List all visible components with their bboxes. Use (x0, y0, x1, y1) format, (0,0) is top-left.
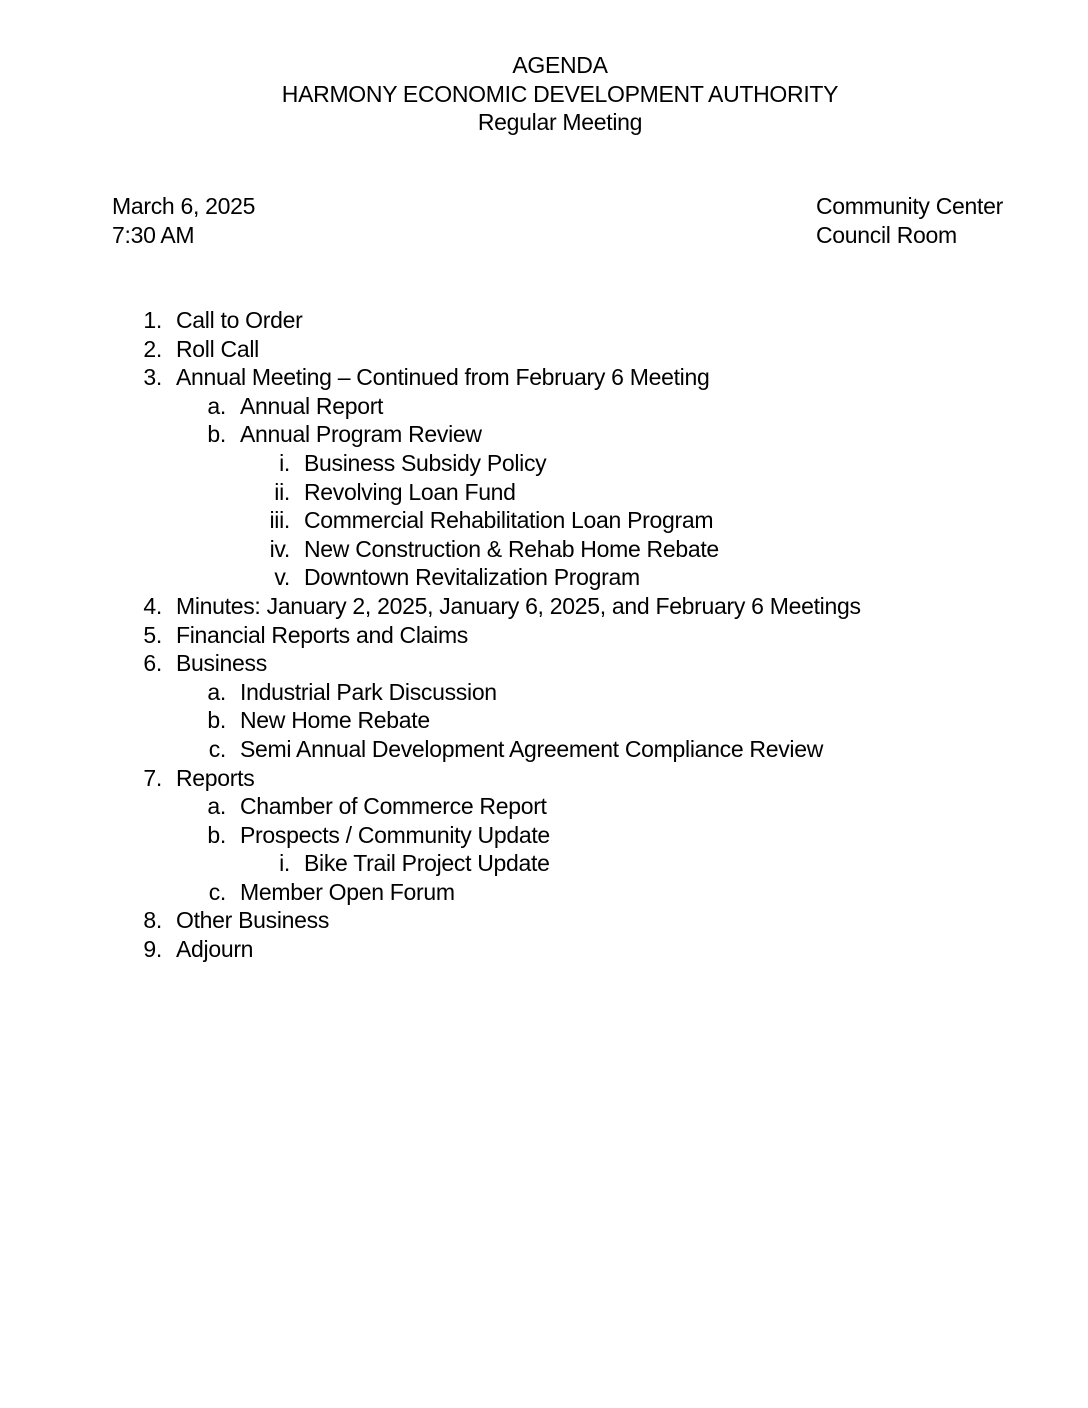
agenda-item (0, 706, 1088, 735)
meeting-type: Regular Meeting (477, 109, 643, 135)
meeting-time: 7:30 AM (112, 222, 195, 248)
agenda-item (0, 449, 1088, 478)
agenda-item (0, 821, 1088, 850)
agenda-item (0, 792, 1088, 821)
agenda-item-number: 4. (143, 592, 162, 619)
agenda-item-number: 6. (143, 650, 162, 677)
agenda-item-number: a. (207, 678, 226, 705)
agenda-item (0, 563, 1088, 592)
agenda-item (0, 621, 1088, 650)
agenda-item-number: i. (279, 850, 290, 877)
agenda-item-text: Industrial Park Discussion (240, 678, 497, 705)
agenda-item-number: a. (207, 793, 226, 820)
agenda-item-number: iv. (269, 535, 290, 562)
agenda-item (0, 735, 1088, 764)
agenda-item-text: New Home Rebate (240, 707, 430, 734)
agenda-item-text: Other Business (176, 907, 330, 934)
agenda-item-number: v. (274, 564, 290, 591)
document-title: AGENDA (512, 52, 608, 78)
agenda-item (0, 306, 1088, 335)
agenda-item-text: New Construction & Rehab Home Rebate (304, 535, 719, 562)
agenda-item-number: 7. (143, 764, 162, 791)
agenda-item (0, 535, 1088, 564)
meeting-room: Council Room (816, 222, 957, 248)
agenda-item-number: b. (207, 707, 226, 734)
agenda-item (0, 420, 1088, 449)
agenda-item-text: Commercial Rehabilitation Loan Program (304, 507, 714, 534)
agenda-item-text: Financial Reports and Claims (176, 621, 469, 648)
meeting-location: Community Center (816, 193, 1003, 219)
agenda-item-number: i. (279, 449, 290, 476)
agenda-item-text: Roll Call (176, 335, 259, 362)
agenda-item-number: 3. (143, 364, 162, 391)
agenda-item (0, 478, 1088, 507)
agenda-item (0, 335, 1088, 364)
agenda-item (0, 764, 1088, 793)
agenda-item (0, 678, 1088, 707)
agenda-item (0, 906, 1088, 935)
organization-name: HARMONY ECONOMIC DEVELOPMENT AUTHORITY (281, 80, 839, 107)
agenda-list (0, 306, 1088, 964)
agenda-item-number: a. (207, 392, 226, 419)
agenda-item-number: 5. (143, 621, 162, 648)
agenda-item-number: ii. (274, 478, 290, 505)
agenda-item-number: 1. (143, 307, 162, 333)
agenda-item-text: Annual Program Review (240, 421, 482, 448)
agenda-item-text: Call to Order (176, 307, 303, 333)
meeting-date: March 6, 2025 (112, 193, 256, 219)
agenda-item-number: b. (207, 821, 226, 848)
agenda-item-text: Bike Trail Project Update (304, 850, 550, 877)
agenda-item-text: Minutes: January 2, 2025, January 6, 2025, and February 6 Meetings (176, 592, 861, 619)
agenda-item (0, 592, 1088, 621)
agenda-item (0, 878, 1088, 907)
agenda-item (0, 849, 1088, 878)
agenda-item (0, 506, 1088, 535)
agenda-item-number: 2. (143, 335, 162, 362)
agenda-item (0, 392, 1088, 421)
agenda-item-text: Member Open Forum (240, 878, 455, 905)
agenda-item (0, 363, 1088, 392)
agenda-item-text: Prospects / Community Update (240, 821, 550, 848)
agenda-item-number: b. (207, 421, 226, 448)
meeting-when (112, 192, 255, 250)
agenda-item-text: Business (176, 650, 267, 677)
agenda-item-text: Business Subsidy Policy (304, 449, 547, 476)
agenda-item-number: c. (208, 878, 226, 905)
agenda-header (0, 51, 1088, 137)
agenda-item-text: Reports (176, 764, 255, 791)
agenda-item-text: Annual Meeting – Continued from February 6 Meeting (176, 364, 710, 391)
agenda-item-number: 8. (143, 907, 162, 934)
agenda-item-number: c. (208, 735, 226, 762)
meeting-where (816, 192, 1003, 250)
agenda-item-number: iii. (269, 507, 290, 534)
agenda-item-text: Downtown Revitalization Program (304, 564, 640, 591)
agenda-item-text: Revolving Loan Fund (304, 478, 516, 505)
agenda-item-text: Annual Report (240, 392, 384, 419)
agenda-item-text: Adjourn (176, 936, 254, 963)
agenda-item (0, 935, 1088, 964)
agenda-item (0, 649, 1088, 678)
agenda-item-text: Semi Annual Development Agreement Compliance Review (240, 735, 824, 762)
agenda-item-text: Chamber of Commerce Report (240, 793, 547, 820)
agenda-item-number: 9. (143, 936, 162, 963)
